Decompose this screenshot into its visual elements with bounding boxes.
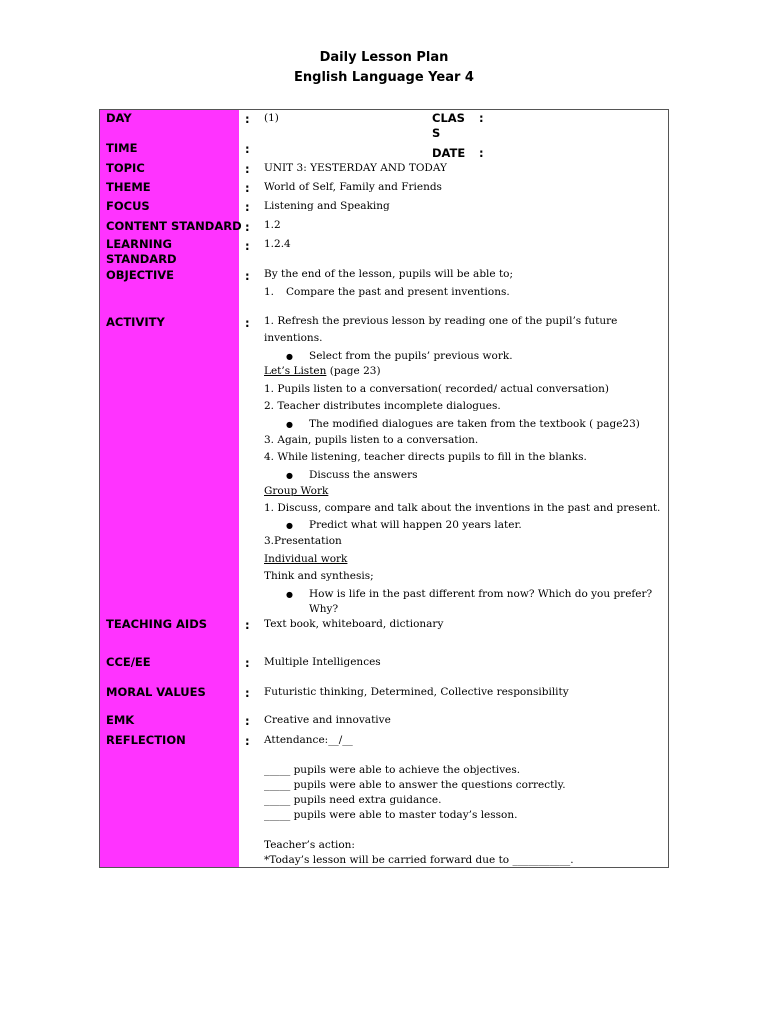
activity-bullet5-line1: How is life in the past different from now? Which do you prefer? [309,588,653,600]
think-synthesis: Think and synthesis; [264,570,374,582]
day-value: (1) [264,112,279,124]
focus-value: Listening and Speaking [264,200,390,212]
day-colon: : [245,112,250,126]
document-title: Daily Lesson Plan [319,50,449,65]
objective-item-text: Compare the past and present inventions. [286,286,510,298]
class-label-line2: S [432,126,441,140]
reflection-line1: _____ pupils were able to achieve the objectives. [264,764,521,776]
activity-label: ACTIVITY [106,315,165,329]
date-colon: : [479,146,484,160]
class-label-line1: CLAS [432,111,465,125]
theme-colon: : [245,181,250,195]
activity-step1: 1. Pupils listen to a conversation( recorded/ actual conversation) [264,383,609,395]
class-colon: : [479,111,484,125]
teacher-action-label: Teacher’s action: [264,839,355,851]
learning-standard-label-line1: LEARNING [106,237,172,251]
activity-bullet2: The modified dialogues are taken from the textbook ( page23) [309,418,640,430]
topic-colon: : [245,162,250,176]
cce-ee-value: Multiple Intelligences [264,656,381,668]
activity-line2: inventions. [264,332,323,344]
learning-standard-value: 1.2.4 [264,238,291,250]
time-colon: : [245,142,250,156]
focus-label: FOCUS [106,199,150,213]
moral-values-colon: : [245,686,250,700]
reflection-line4: _____ pupils were able to master today’s lesson. [264,809,518,821]
reflection-line3: _____ pupils need extra guidance. [264,794,442,806]
activity-step4: 4. While listening, teacher directs pupils to fill in the blanks. [264,451,587,463]
document-subtitle: English Language Year 4 [294,70,474,85]
date-label: DATE [432,146,466,160]
content-standard-value: 1.2 [264,219,281,231]
bullet-2: ● [286,420,293,429]
objective-item-number: 1. [264,286,275,298]
learning-standard-label-line2: STANDARD [106,252,177,266]
reflection-colon: : [245,734,250,748]
reflection-line2: _____ pupils were able to answer the questions correctly. [264,779,566,791]
theme-label: THEME [106,180,151,194]
objective-intro: By the end of the lesson, pupils will be able to; [264,268,514,280]
time-label: TIME [106,141,138,155]
lets-listen-line [264,364,381,378]
activity-step3: 3. Again, pupils listen to a conversation. [264,434,479,446]
objective-label: OBJECTIVE [106,268,174,282]
bullet-3: ● [286,471,293,480]
objective-colon: : [245,269,250,283]
topic-value: UNIT 3: YESTERDAY AND TODAY [264,162,447,174]
moral-values-value: Futuristic thinking, Determined, Collective responsibility [264,686,569,698]
day-label: DAY [106,111,132,125]
emk-label: EMK [106,713,135,727]
focus-colon: : [245,200,250,214]
group-work-step1: 1. Discuss, compare and talk about the inventions in the past and present. [264,502,661,514]
group-work-step3: 3.Presentation [264,535,342,547]
emk-value: Creative and innovative [264,714,391,726]
teaching-aids-label: TEACHING AIDS [106,617,208,631]
topic-label: TOPIC [106,161,145,175]
bullet-1: ● [286,352,293,361]
activity-step2: 2. Teacher distributes incomplete dialogues. [264,400,501,412]
teacher-action-text: *Today’s lesson will be carried forward due to ___________. [264,854,574,866]
teaching-aids-colon: : [245,618,250,632]
cce-ee-colon: : [245,656,250,670]
theme-value: World of Self, Family and Friends [264,181,442,193]
lets-listen-heading: Let’s Listen [264,365,327,377]
activity-bullet1: Select from the pupils’ previous work. [309,350,513,362]
content-standard-colon: : [245,220,250,234]
activity-colon: : [245,316,250,330]
activity-bullet3: Discuss the answers [309,469,418,481]
moral-values-label: MORAL VALUES [106,685,206,699]
cce-ee-label: CCE/EE [106,655,151,669]
activity-bullet4: Predict what will happen 20 years later. [309,519,522,531]
learning-standard-colon: : [245,239,250,253]
teaching-aids-value: Text book, whiteboard, dictionary [264,618,444,630]
reflection-label: REFLECTION [106,733,186,747]
reflection-attendance: Attendance:__/__ [264,734,353,746]
group-work-heading: Group Work [264,485,329,497]
individual-work-heading: Individual work [264,553,348,565]
content-standard-label: CONTENT STANDARD [106,219,242,233]
bullet-4: ● [286,521,293,530]
bullet-5: ● [286,590,293,599]
lets-listen-page: (page 23) [326,365,381,377]
activity-bullet5-line2: Why? [309,603,339,615]
activity-line1: 1. Refresh the previous lesson by reading one of the pupil’s future [264,315,618,327]
emk-colon: : [245,714,250,728]
